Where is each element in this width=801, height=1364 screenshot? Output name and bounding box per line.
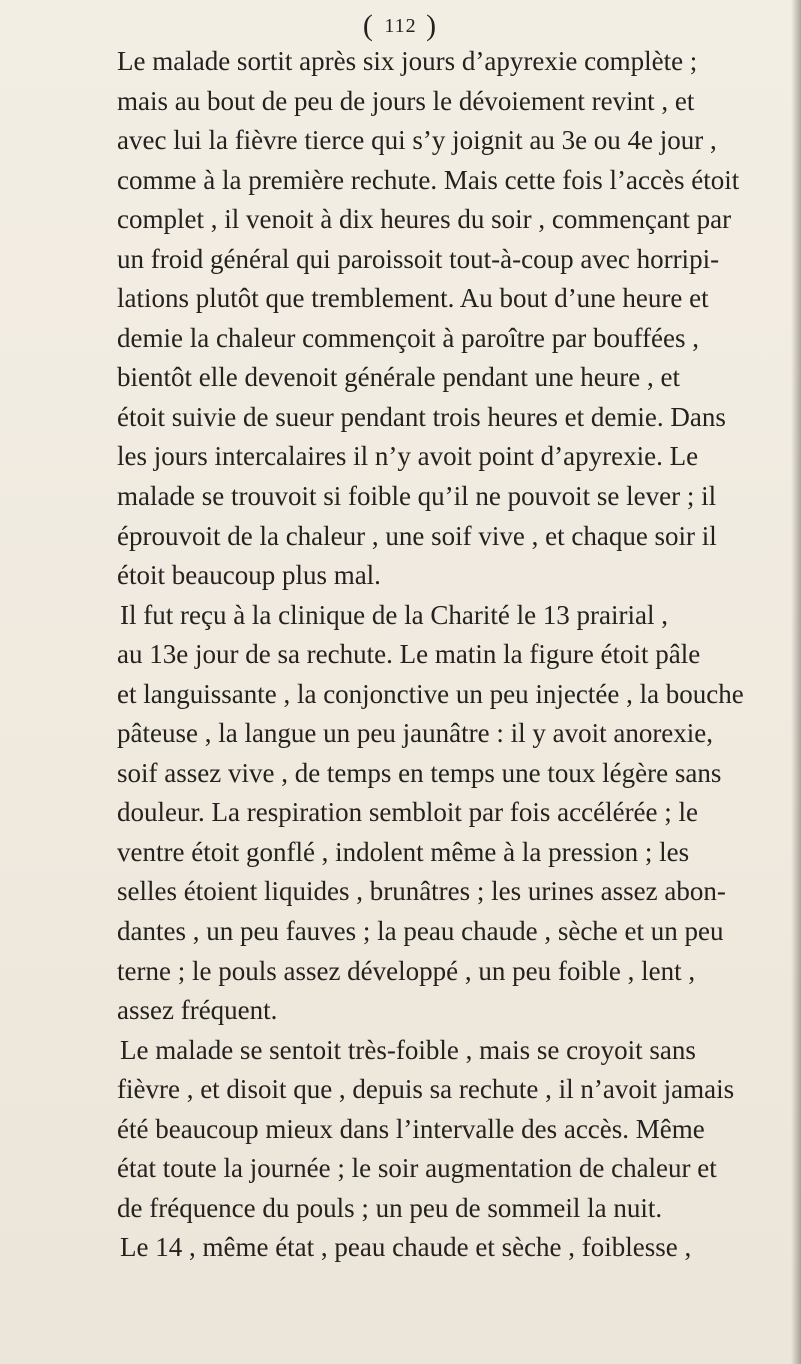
- text-line: complet , il venoit à dix heures du soir , commençant par: [117, 204, 732, 235]
- text-line: dantes , un peu fauves ; la peau chaude , sèche et un peu: [117, 916, 724, 947]
- text-line: lations plutôt que tremblement. Au bout d’une heure et: [117, 283, 709, 314]
- page-number: [0, 6, 801, 46]
- text-line: éprouvoit de la chaleur , une soif vive , et chaque soir il: [117, 520, 717, 551]
- text-line: ventre étoit gonflé , indolent même à la pression ; les: [117, 836, 690, 867]
- text-line: demie la chaleur commençoit à paroître par bouffées ,: [117, 322, 699, 353]
- text-line: état toute la journée ; le soir augmentation de chaleur et: [117, 1153, 717, 1184]
- text-line: avec lui la fièvre tierce qui s’y joignit au 3e ou 4e jour ,: [117, 125, 717, 156]
- text-line: assez fréquent.: [117, 995, 278, 1026]
- text-line: Le malade se sentoit très-foible , mais se croyoit sans: [120, 1034, 696, 1065]
- text-line: les jours intercalaires il n’y avoit point d’apyrexie. Le: [117, 441, 699, 472]
- text-line: Il fut reçu à la clinique de la Charité le 13 prairial ,: [120, 599, 669, 630]
- text-line: mais au bout de peu de jours le dévoiement revint , et: [117, 85, 695, 116]
- text-line: pâteuse , la langue un peu jaunâtre : il y avoit anorexie,: [117, 718, 714, 749]
- text-line: comme à la première rechute. Mais cette fois l’accès étoit: [117, 164, 740, 195]
- folio-open-paren: (: [362, 9, 375, 42]
- text-line: bientôt elle devenoit générale pendant une heure , et: [117, 362, 681, 393]
- text-line: au 13e jour de sa rechute. Le matin la figure étoit pâle: [117, 639, 701, 670]
- text-line: de fréquence du pouls ; un peu de sommeil la nuit.: [117, 1192, 663, 1223]
- text-line: malade se trouvoit si foible qu’il ne pouvoit se lever ; il: [117, 481, 717, 512]
- text-line: étoit suivie de sueur pendant trois heures et demie. Dans: [117, 401, 726, 432]
- text-line: été beaucoup mieux dans l’intervalle des accès. Même: [117, 1113, 705, 1144]
- text-line: un froid général qui paroissoit tout-à-coup avec horripi-: [117, 243, 720, 274]
- text-line: selles étoient liquides , brunâtres ; les urines assez abon-: [117, 876, 726, 907]
- text-line: étoit beaucoup plus mal.: [117, 560, 381, 591]
- text-line: soif assez vive , de temps en temps une toux légère sans: [117, 757, 722, 788]
- text-line: fièvre , et disoit que , depuis sa rechute , il n’avoit jamais: [117, 1074, 735, 1105]
- page-edge-shadow: [791, 0, 801, 1364]
- folio-number: 112: [384, 15, 417, 37]
- text-line: douleur. La respiration sembloit par fois accélérée ; le: [117, 797, 699, 828]
- text-line: et languissante , la conjonctive un peu injectée , la bouche: [117, 678, 744, 709]
- text-line: Le malade sortit après six jours d’apyrexie complète ;: [117, 46, 698, 76]
- text-line: Le 14 , même état , peau chaude et sèche , foiblesse ,: [120, 1232, 692, 1263]
- body-text: [117, 42, 801, 1268]
- folio-close-paren: ): [426, 9, 439, 42]
- text-line: terne ; le pouls assez développé , un peu foible , lent ,: [117, 955, 696, 986]
